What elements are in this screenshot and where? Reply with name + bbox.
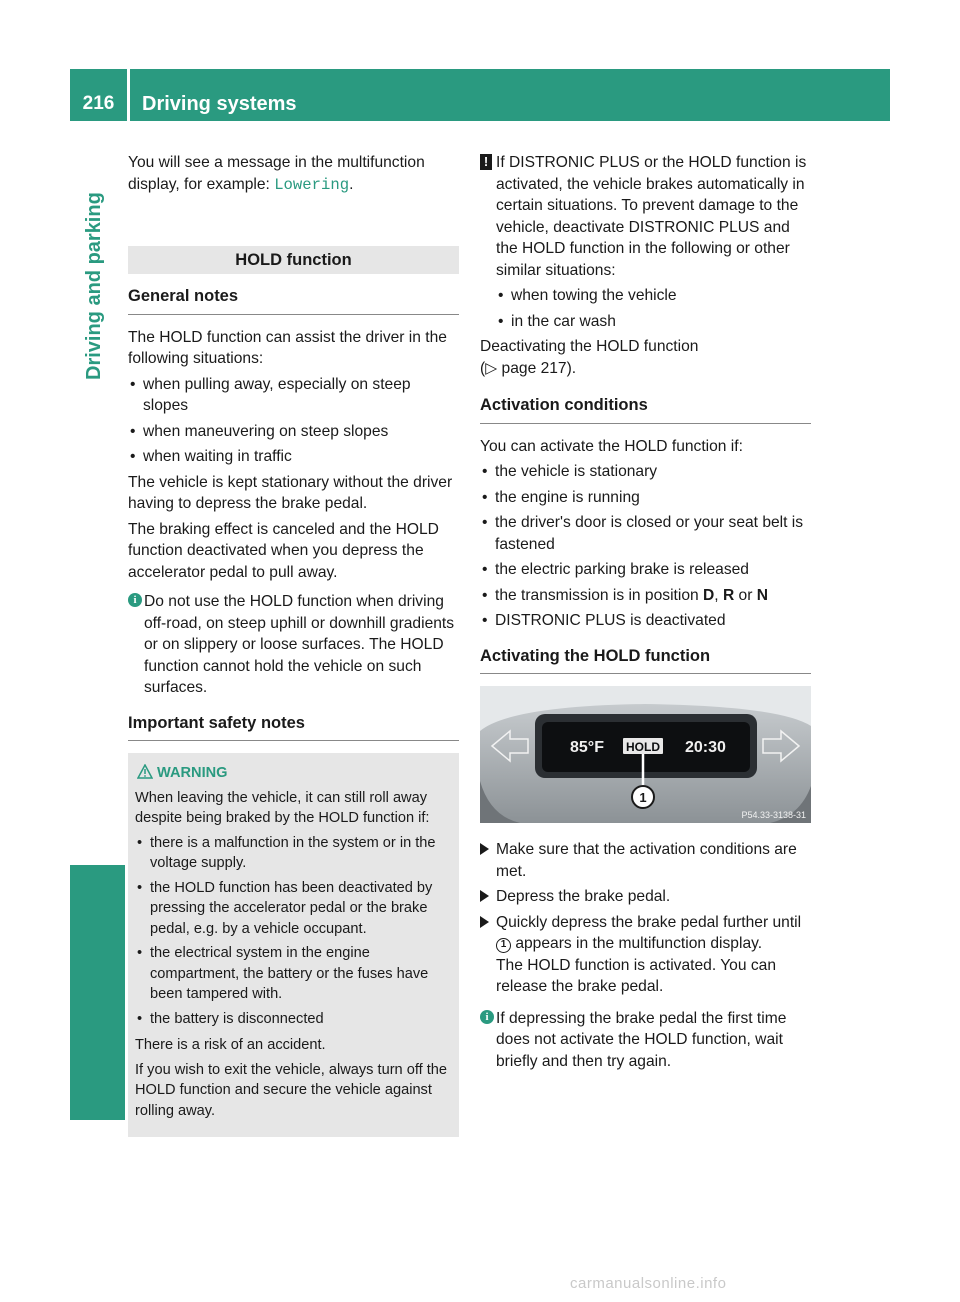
header-separator: [127, 69, 130, 121]
warning-triangle-icon: [137, 764, 153, 779]
step-arrow-icon: [480, 916, 489, 928]
info-note: i If depressing the brake pedal the first time does not activate the HOLD function, wait briefly and then try again.: [480, 1008, 811, 1073]
page-number: 216: [82, 93, 115, 114]
display-hold-indicator: HOLD: [626, 740, 660, 754]
list-item: • the battery is disconnected: [135, 1009, 452, 1030]
side-tab-block: [70, 865, 125, 1120]
list-item: • when waiting in traffic: [128, 446, 459, 468]
page-reference-link[interactable]: page 217).: [501, 359, 577, 377]
callout-number: 1: [639, 790, 647, 805]
list-item: • the HOLD function has been deactivated by pressing the accelerator pedal or the brake pedal, e.g. by a vehicle occupant.: [135, 878, 452, 940]
watermark: carmanualsonline.info: [570, 1275, 727, 1292]
steps-list: [480, 839, 811, 998]
step-arrow-icon: [480, 843, 489, 855]
step-item: Quickly depress the brake pedal further until 1 appears in the multifunction display. The HOLD function is activated. You can release the brake pedal.: [480, 912, 811, 998]
warning-box: [128, 753, 459, 1137]
safety-heading: Important safety notes: [128, 713, 459, 742]
list-item: • the transmission is in position D, R or N: [480, 585, 811, 607]
chapter-title: Driving systems: [142, 93, 297, 115]
list-item: • the vehicle is stationary: [480, 461, 811, 483]
display-temperature: 85°F: [570, 739, 604, 756]
list-item: • the electrical system in the engine compartment, the battery or the fuses have been tampered with.: [135, 943, 452, 1005]
warning-risk: There is a risk of an accident.: [135, 1037, 326, 1053]
warning-list: [135, 833, 452, 1030]
step-item: Make sure that the activation conditions are met.: [480, 839, 811, 882]
info-icon: i: [480, 1010, 494, 1024]
list-item: • when towing the vehicle: [496, 285, 811, 307]
list-item: • when pulling away, especially on steep slopes: [128, 374, 459, 417]
activation-heading: Activation conditions: [480, 395, 811, 424]
stationary-paragraph: The vehicle is kept stationary without the driver having to depress the brake pedal.: [128, 473, 453, 512]
display-time: 20:30: [685, 739, 726, 756]
info-note: i Do not use the HOLD function when driving off-road, on steep uphill or downhill gradients or on slippery or loose surfaces. The HOLD function cannot hold the vehicle on such surfaces.: [128, 591, 459, 699]
list-item: • the engine is running: [480, 487, 811, 509]
side-tab-label: Driving and parking: [83, 192, 105, 380]
display-photo: [480, 686, 811, 823]
info-icon: i: [128, 593, 142, 607]
list-item: • DISTRONIC PLUS is deactivated: [480, 610, 811, 632]
callout-ref-icon: 1: [496, 938, 511, 953]
caution-list: [480, 285, 811, 332]
list-item: • when maneuvering on steep slopes: [128, 421, 459, 443]
exclamation-icon: !: [480, 154, 492, 170]
warning-advice: If you wish to exit the vehicle, always turn off the HOLD function and secure the vehicle against rolling away.: [135, 1061, 448, 1119]
list-item: • the driver's door is closed or your seat belt is fastened: [480, 512, 811, 555]
step-arrow-icon: [480, 890, 489, 902]
general-intro: The HOLD function can assist the driver in the following situations:: [128, 328, 447, 367]
left-column: [128, 152, 459, 1137]
general-notes-heading: General notes: [128, 286, 459, 315]
warning-title: WARNING: [135, 763, 452, 784]
braking-paragraph: The braking effect is canceled and the HOLD function deactivated when you depress the accelerator pedal to pull away.: [128, 520, 439, 581]
section-title: HOLD function: [128, 246, 459, 274]
situations-list: [128, 374, 459, 468]
right-column: [480, 152, 811, 1082]
conditions-list: [480, 461, 811, 632]
list-item: • in the car wash: [496, 311, 811, 333]
display-message-lowering: Lowering: [274, 175, 350, 194]
page-ref-arrow-icon: ▷: [485, 359, 498, 377]
photo-id: P54.33-3138-31: [741, 810, 806, 820]
warning-intro: When leaving the vehicle, it can still roll away despite being braked by the HOLD function if:: [135, 789, 430, 826]
activation-intro: You can activate the HOLD function if:: [480, 437, 743, 455]
list-item: • there is a malfunction in the system or in the voltage supply.: [135, 833, 452, 874]
step-item: Depress the brake pedal.: [480, 886, 811, 908]
list-item: • the electric parking brake is released: [480, 559, 811, 581]
activating-heading: Activating the HOLD function: [480, 646, 811, 675]
page-header: [70, 69, 890, 121]
intro-paragraph: You will see a message in the multifunction display, for example: Lowering.: [128, 154, 425, 194]
caution-note: ! If DISTRONIC PLUS or the HOLD function is activated, the vehicle brakes automatically in certain situations. To prevent damage to the vehicle, deactivate DISTRONIC PLUS and the HOLD function in the following or other similar situations:: [480, 152, 811, 281]
deactivating-paragraph: Deactivating the HOLD function (▷ page 217).: [480, 338, 699, 377]
